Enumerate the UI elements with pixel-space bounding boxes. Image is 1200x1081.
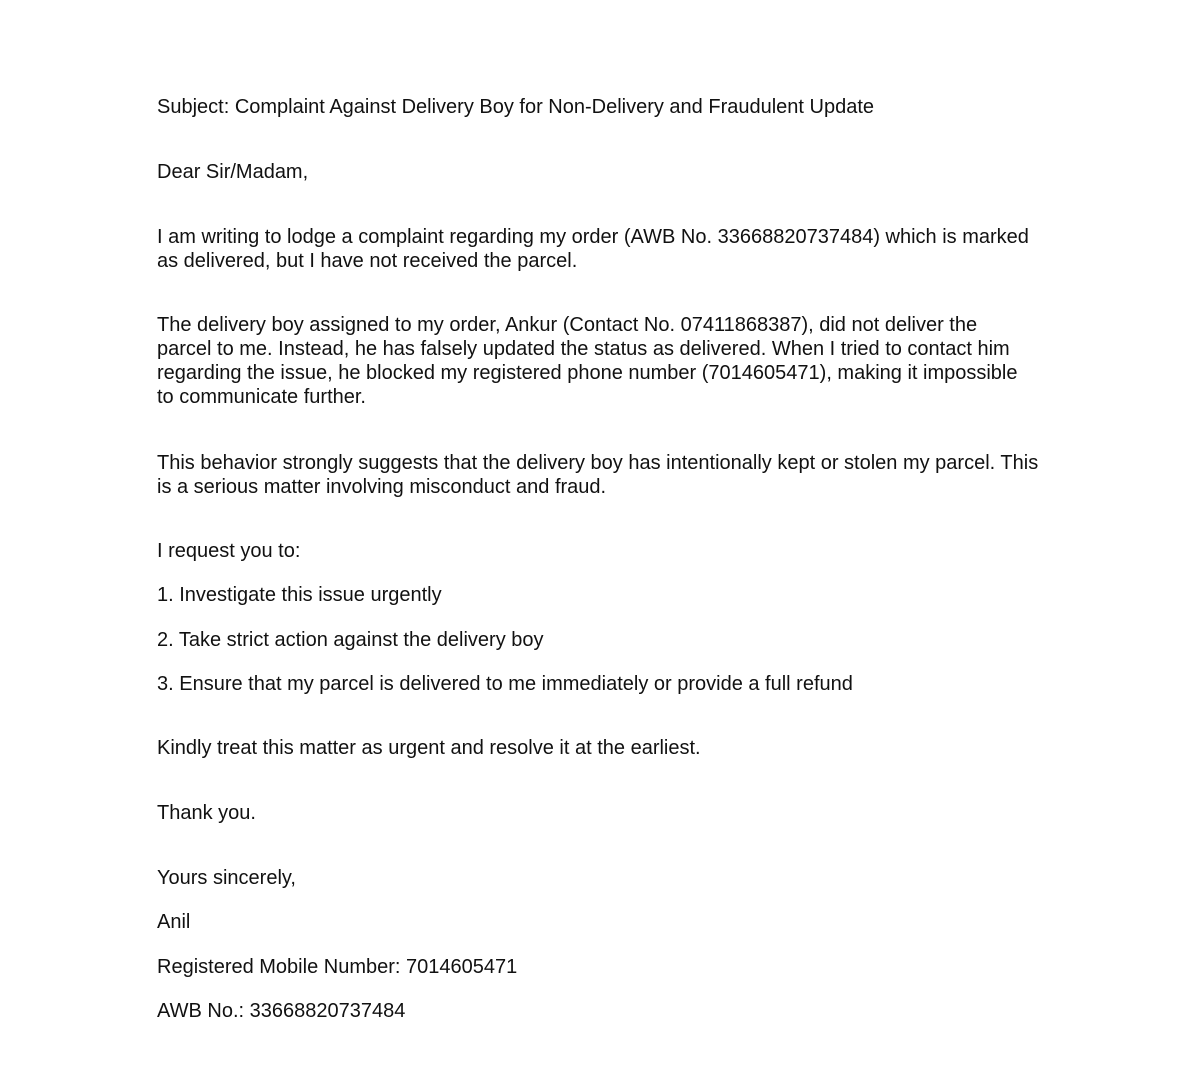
request-intro: I request you to: [157,540,301,562]
sign-off: Yours sincerely, [157,867,296,889]
awb-number: AWB No.: 33668820737484 [157,1000,406,1022]
registered-mobile: Registered Mobile Number: 7014605471 [157,956,518,978]
paragraph-order-status: I am writing to lodge a complaint regarding my order (AWB No. 33668820737484) which is marked as delivered, but I have not received the parcel. [157,226,1029,272]
letter-salutation: Dear Sir/Madam, [157,161,309,183]
request-item: 3. Ensure that my parcel is delivered to me immediately or provide a full refund [157,673,853,695]
letter-subject: Subject: Complaint Against Delivery Boy for Non-Delivery and Fraudulent Update [157,96,875,118]
request-item: 2. Take strict action against the delivery boy [157,629,544,651]
paragraph-delivery-boy-details: The delivery boy assigned to my order, Ankur (Contact No. 07411868387), did not deliver the parcel to me. Instead, he has falsely updated the status as delivered. When I tried to contact him regarding the issue, he blocked my registered phone number (7014605471), making it impossible to communicate further. [157,314,1018,408]
closing-request: Kindly treat this matter as urgent and resolve it at the earliest. [157,737,701,759]
request-item: 1. Investigate this issue urgently [157,584,442,606]
sender-name: Anil [157,911,191,933]
thank-you: Thank you. [157,802,256,824]
paragraph-misconduct: This behavior strongly suggests that the delivery boy has intentionally kept or stolen my parcel. This is a serious matter involving misconduct and fraud. [157,452,1039,498]
